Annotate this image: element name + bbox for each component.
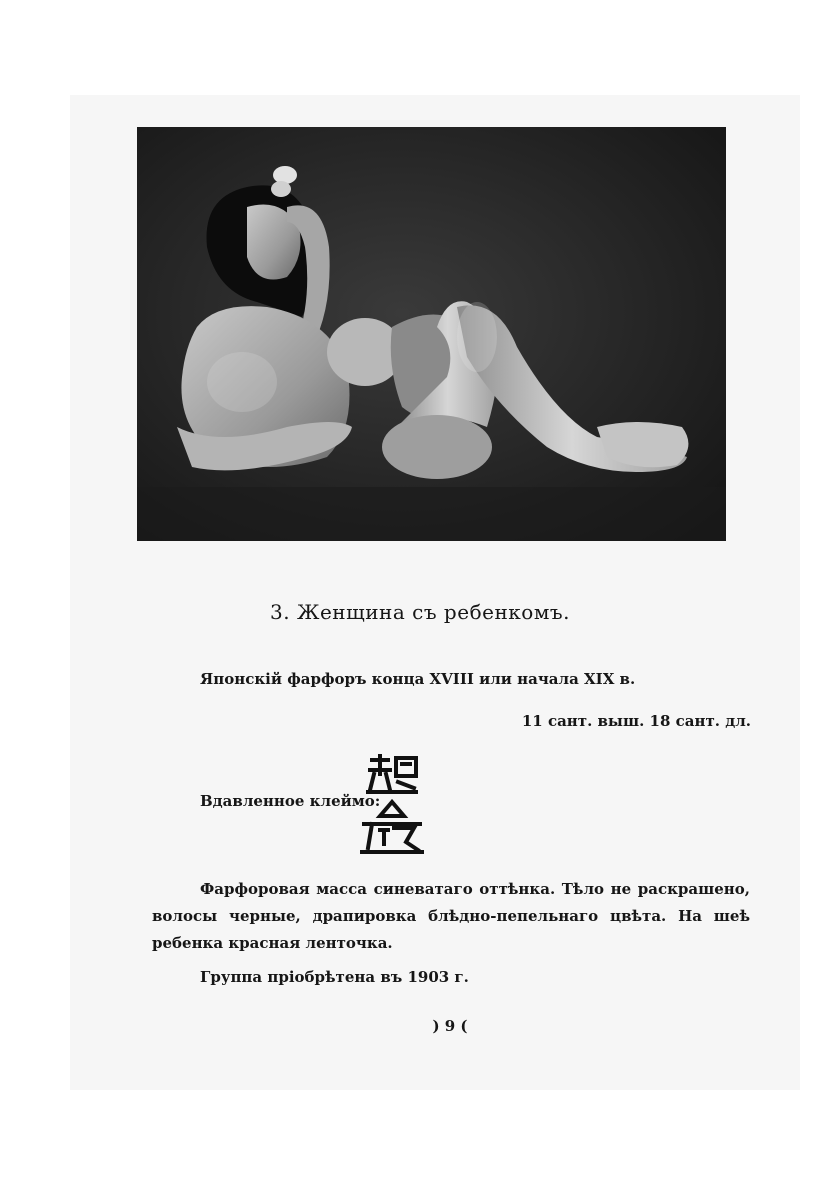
impressed-seal-mark	[358, 752, 426, 860]
description-paragraph: Фарфоровая масса синеватаго оттѣнка. Тѣло не раскрашено, волосы черные, драпировка блѣдно-пепельнаго цвѣта. На шеѣ ребенка красная ленточка.	[152, 880, 750, 952]
catalog-entry-title: 3. Женщина съ ребенкомъ.	[270, 600, 570, 624]
origin-line: Японскій фарфоръ конца XVIII или начала XIX в.	[200, 670, 636, 688]
dimensions-line: 11 сант. выш. 18 сант. дл.	[521, 712, 751, 730]
page-number: ) 9 (	[432, 1017, 468, 1035]
figurine-photo	[137, 127, 726, 541]
seal-glyph-icon	[358, 752, 426, 860]
mark-label: Вдавленное клеймо:	[200, 792, 381, 810]
figurine-illustration	[137, 127, 726, 541]
acquisition-line: Группа пріобрѣтена въ 1903 г.	[200, 968, 469, 986]
